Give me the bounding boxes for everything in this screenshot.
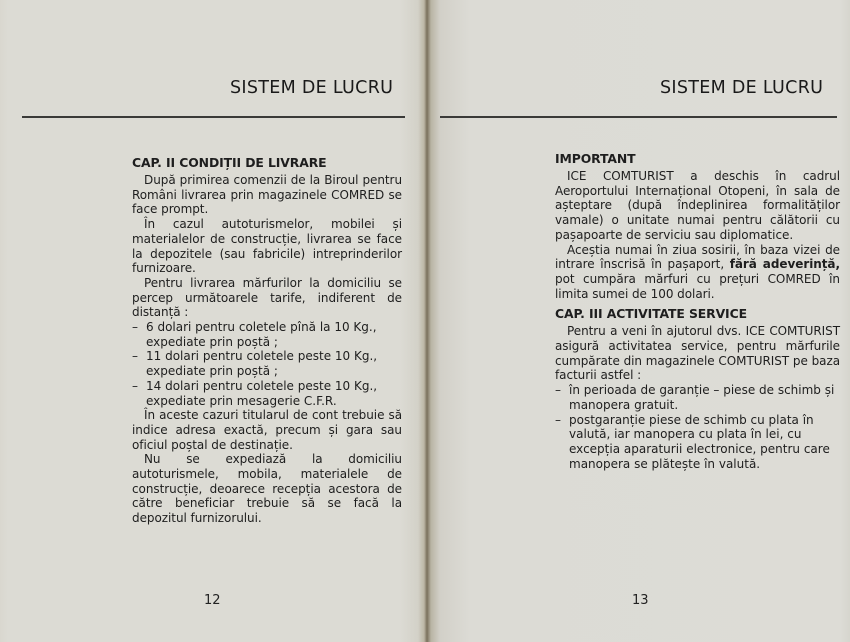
bold-text: fără adeverință, <box>729 257 840 272</box>
right-page <box>428 0 850 642</box>
paragraph: În cazul autoturismelor, mobilei și materialelor de construcție, livrarea se face la depozitele (sau fabricile) intreprinderilor furnizoare. <box>132 217 402 276</box>
dash-bullet: – <box>132 378 138 393</box>
tariff-text: 11 dolari pentru coletele peste 10 Kg., expediate prin poștă ; <box>146 349 378 379</box>
tariff-item <box>132 320 402 349</box>
service-list <box>555 383 840 471</box>
service-item <box>555 413 840 472</box>
service-text: în perioada de garanție – piese de schimb și manopera gratuit. <box>569 383 835 412</box>
text-span: pot cumpăra mărfuri cu prețuri COMRED în limita sumei de 100 dolari. <box>555 271 840 301</box>
paragraph: ICE COMTURIST a deschis în cadrul Aeroportului Internațional Otopeni, în sala de așteptare (după îndeplinirea formalităților vamale) o unitate numai pentru călătorii cu pașapoarte de serviciu sau diplomatice. <box>555 169 840 242</box>
left-page <box>0 0 424 642</box>
dash-bullet: – <box>555 412 561 427</box>
right-page-content <box>555 150 840 471</box>
page-number: 13 <box>632 593 649 608</box>
header-rule <box>440 116 837 118</box>
chapter-title: CAP. II CONDIȚII DE LIVRARE <box>132 155 327 170</box>
paragraph: După primirea comenzii de la Biroul pentru Români livrarea prin magazinele COMRED se face prompt. <box>132 173 402 217</box>
left-page-content <box>132 154 402 526</box>
paragraph <box>555 243 840 302</box>
dash-bullet: – <box>132 349 138 364</box>
running-head: SISTEM DE LUCRU <box>230 78 394 98</box>
tariff-list <box>132 320 402 408</box>
tariff-text: 6 dolari pentru coletele pînă la 10 Kg., expediate prin poștă ; <box>146 320 377 349</box>
dash-bullet: – <box>132 320 138 335</box>
running-head: SISTEM DE LUCRU <box>660 78 824 98</box>
text-span: Aceștia numai în ziua sosirii, în baza vizei de intrare înscrisă în pașaport, <box>555 242 840 272</box>
paragraph: Pentru livrarea mărfurilor la domiciliu se percep următoarele tarife, indiferent de distanță : <box>132 275 402 320</box>
paragraph: Nu se expediază la domiciliu autoturismele, mobila, materialele de construcție, deoarece recepția acestora de către beneficiar trebuie să se facă la depozitul furnizorului. <box>132 452 402 526</box>
important-title: IMPORTANT <box>555 151 636 166</box>
page-number: 12 <box>204 593 221 608</box>
tariff-text: 14 dolari pentru coletele peste 10 Kg., expediate prin mesagerie C.F.R. <box>146 378 378 408</box>
chapter-title: CAP. III ACTIVITATE SERVICE <box>555 306 747 322</box>
service-item <box>555 383 840 412</box>
paragraph: Pentru a veni în ajutorul dvs. ICE COMTURIST asigură activitatea service, pentru mărfurile cumpărate din magazinele COMTURIST pe baza facturii astfel : <box>555 324 840 383</box>
tariff-item <box>132 349 402 378</box>
dash-bullet: – <box>555 383 561 398</box>
paragraph: În aceste cazuri titularul de cont trebuie să indice adresa exactă, precum și gara sau oficiul poștal de destinație. <box>132 408 402 452</box>
service-text: postgaranție piese de schimb cu plata în valută, iar manopera cu plata în lei, cu excepția aparaturii electronice, pentru care manopera se plătește în valută. <box>569 412 830 471</box>
header-rule <box>22 116 405 118</box>
tariff-item <box>132 379 402 408</box>
